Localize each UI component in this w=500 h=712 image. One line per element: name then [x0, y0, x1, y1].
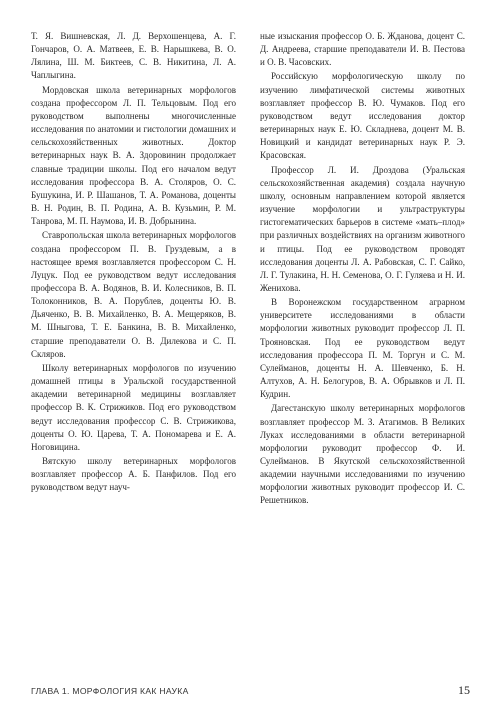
- paragraph: Ставропольская школа ветеринарных морфологов создана профессором П. В. Груздевым, а в настоящее время возглавляется профессором С. Н. Луцук. Под ее руководством ведут исследования профессора В. А. Водянов, В. И. Колесников, В. П. Толоконников, В. А. Порублев, доценты Ю. В. Дьяченко, В. В. Михайленко, В. А. Мещеряков, В. М. Шныгова, Т. Е. Банкина, В. В. Михайленко, старшие преподаватели О. В. Дилекова и С. П. Скляров.: [31, 230, 236, 359]
- paragraph: Российскую морфологическую школу по изучению лимфатической системы животных возглавляет профессор В. Ю. Чумаков. Под его руководством ведут исследования доктор ветеринарных наук Е. Ю. Складнева, доцент М. В. Новицкий и кандидат ветеринарных наук Р. Э. Красовская.: [260, 71, 465, 161]
- paragraph: Т. Я. Вишневская, Л. Д. Верхошенцева, А. Г. Гончаров, О. А. Матвеев, Е. В. Нарышкева, В. О. Лялина, Ш. М. Биктеев, С. В. Никитина, Л. А. Чаплыгина.: [31, 31, 236, 81]
- paragraph: Дагестанскую школу ветеринарных морфологов возглавляет профессор М. З. Атагимов. В Великих Луках исследованиями в области ветеринарной морфологии руководит профессор Ф. И. Сулейманов. В Якутской сельскохозяйственной академии научными исследованиями по изучению морфологии животных руководит профессор И. С. Решетников.: [260, 403, 465, 506]
- right-text-column: [260, 30, 465, 508]
- page-number: 15: [458, 683, 470, 697]
- paragraph: Мордовская школа ветеринарных морфологов создана профессором Л. П. Тельцовым. Под его руководством выполнены многочисленные исследования по анатомии и гистологии домашних и сельскохозяйственных животных. Доктор ветеринарных наук В. А. Здоровинин продолжает славные традиции школы. Под его началом ведут исследования профессора В. А. Столяров, О. С. Бушукина, И. Р. Шашанов, Т. А. Романова, доценты В. Н. Родин, В. П. Родина, А. В. Кузьмин, Р. М. Танрова, М. П. Наумова, И. В. Добрынина.: [31, 84, 236, 227]
- paragraph: Профессор Л. И. Дроздова (Уральская сельскохозяйственная академия) создала научную школу, основным направлением которой является изучение морфологии и ультраструктуры гистогематических барьеров в системе «мать–плод» при различных воздействиях на организм животного и птицы. Под ее руководством проводят исследования доценты Л. А. Рабовская, С. Г. Сайко, Л. Г. Тулакина, Н. Н. Семенова, О. Г. Гуляева и Н. И. Женихова.: [260, 164, 465, 293]
- running-footer-chapter-title: ГЛАВА 1. МОРФОЛОГИЯ КАК НАУКА: [31, 686, 189, 696]
- paragraph: Вятскую школу ветеринарных морфологов возглавляет профессор А. Б. Панфилов. Под его руководством ведут науч-: [31, 456, 236, 493]
- paragraph: Школу ветеринарных морфологов по изучению домашней птицы в Уральской государственной академии ветеринарной медицины возглавляет профессор В. К. Стрижиков. Под его руководством ведут исследования профессор С. В. Стрижикова, доценты О. Ю. Царева, Т. А. Пономарева и Е. А. Ноговицина.: [31, 362, 236, 452]
- paragraph: ные изыскания профессор О. Б. Жданова, доцент С. Д. Андреева, старшие преподаватели И. В. Пестова и О. В. Часовских.: [260, 31, 465, 68]
- paragraph: В Воронежском государственном аграрном университете исследованиями в области морфологии животных руководит профессор Л. П. Трояновская. Под ее руководством ведут исследования профессора П. М. Торгун и С. М. Сулейманов, доценты Н. А. Шевченко, Б. Н. Алтухов, А. Н. Белогуров, В. А. Обрывков и Л. П. Кудрин.: [260, 297, 465, 400]
- page-footer: [31, 683, 470, 698]
- left-text-column: [31, 30, 236, 494]
